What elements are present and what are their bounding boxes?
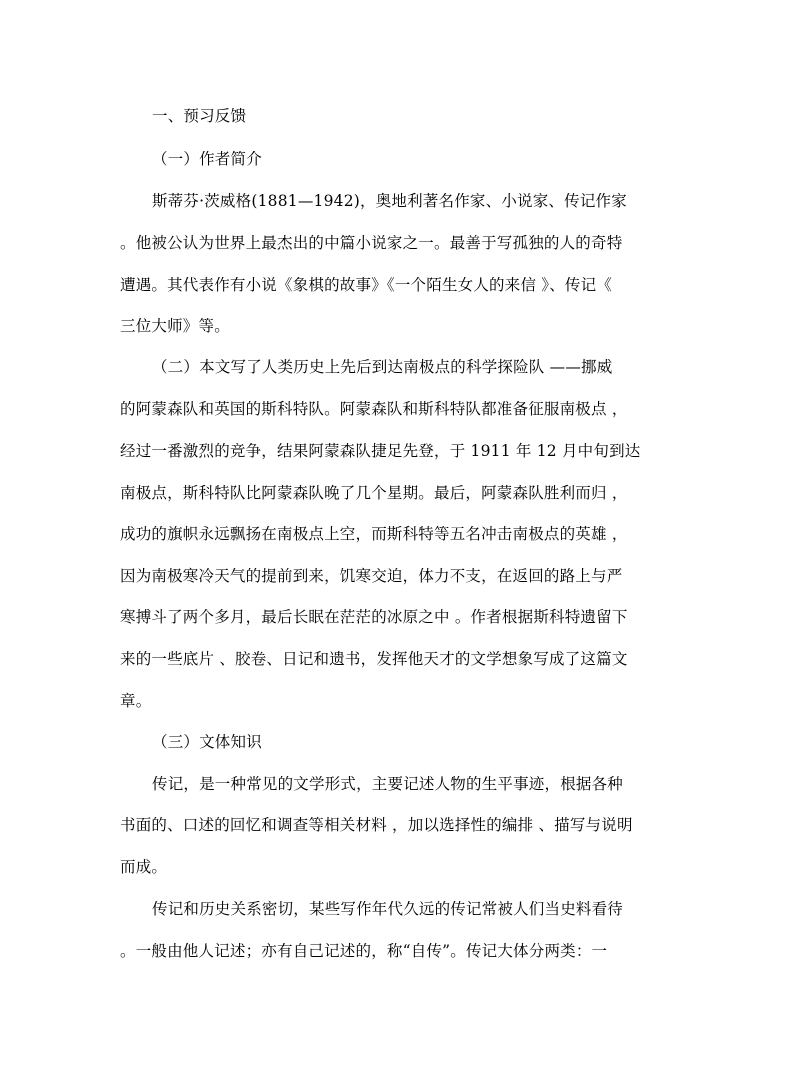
paragraph-line: 因为南极寒冷天气的提前到来，饥寒交迫，体力不支，在返回的路上与严 <box>120 567 623 585</box>
paragraph-line: 传记和历史关系密切，某些写作年代久远的传记常被人们当史料看待 <box>152 900 624 918</box>
paragraph-line: 三位大师》等。 <box>120 317 230 335</box>
paragraph-line: 传记，是一种常见的文学形式，主要记述人物的生平事迹，根据各种 <box>152 775 624 793</box>
paragraph-line: 南极点，斯科特队比阿蒙森队晚了几个星期。最后，阿蒙森队胜利而归 ， <box>120 484 628 502</box>
paragraph-line: 来的一些底片 、胶卷、日记和遗书，发挥他天才的文学想象写成了这篇文 <box>120 650 628 668</box>
author-heading: （一）作者简介 <box>152 150 262 168</box>
paragraph-line: 成功的旗帜永远飘扬在南极点上空，而斯科特等五名冲击南极点的英雄 ， <box>120 525 628 543</box>
paragraph-line: 章。 <box>120 692 152 710</box>
paragraph-line: 而成。 <box>120 858 168 876</box>
paragraph-line: 书面的、口述的回忆和调查等相关材料 ，加以选择性的编排 、描写与说明 <box>120 816 633 834</box>
paragraph-line: 。他被公认为世界上最杰出的中篇小说家之一。最善于写孤独的人的奇特 <box>120 234 623 252</box>
paragraph-line: 寒搏斗了两个多月，最后长眠在茫茫的冰原之中 。作者根据斯科特遗留下 <box>120 608 628 626</box>
paragraph-line: 。一般由他人记述；亦有自己记述的，称“自传”。传记大体分两类：一 <box>120 942 608 960</box>
genre-heading: （三）文体知识 <box>152 733 262 751</box>
paragraph-line: 斯蒂芬·茨威格(1881—1942)，奥地利著名作家、小说家、传记作家 <box>152 192 627 210</box>
paragraph-line: （二）本文写了人类历史上先后到达南极点的科学探险队 ——挪威 <box>152 358 613 376</box>
paragraph-line: 遭遇。其代表作有小说《象棋的故事》《一个陌生女人的来信 》、传记《 <box>120 276 613 294</box>
paragraph-line: 的阿蒙森队和英国的斯科特队。阿蒙森队和斯科特队都准备征服南极点 ， <box>120 400 628 418</box>
paragraph-line: 经过一番激烈的竞争，结果阿蒙森队捷足先登，于 1911 年 12 月中旬到达 <box>120 442 641 460</box>
section-heading: 一、预习反馈 <box>152 107 247 125</box>
